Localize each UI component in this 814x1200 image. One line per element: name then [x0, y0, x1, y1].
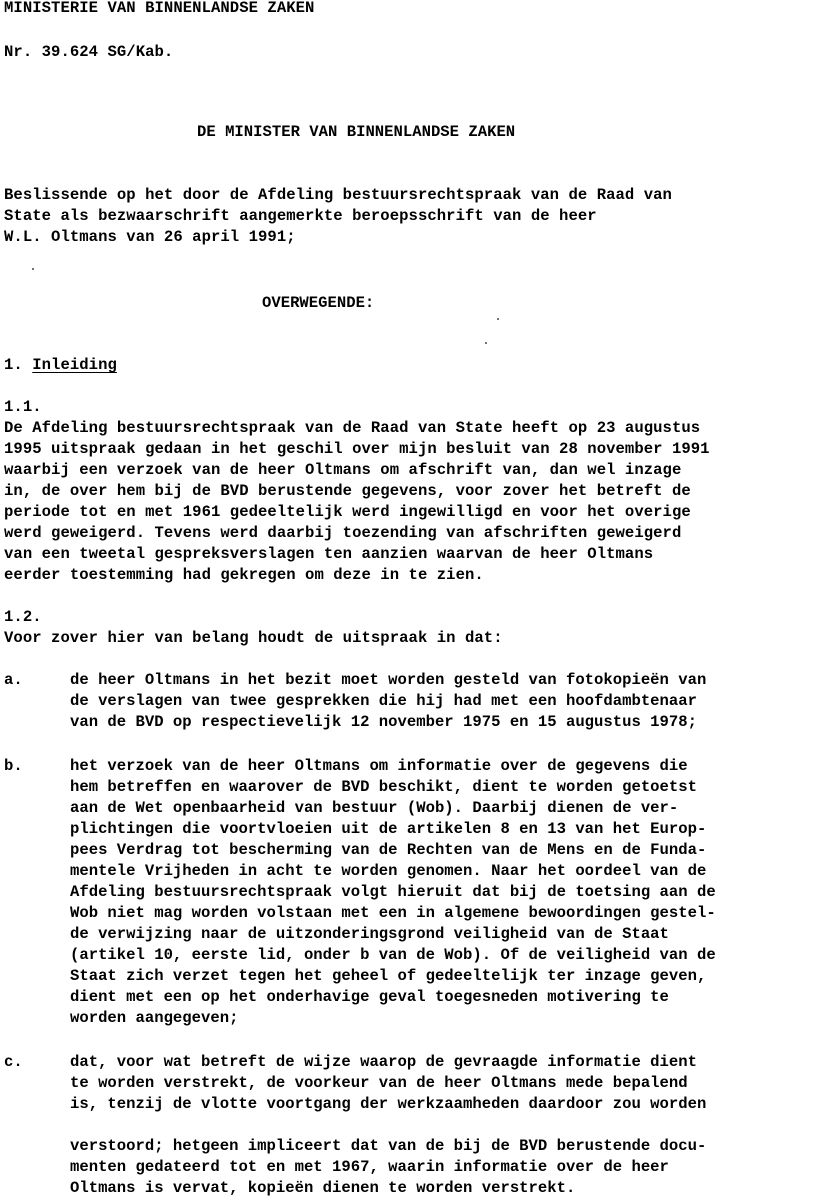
list-item-line: worden aangegeven; [70, 1009, 239, 1027]
paragraph-line: eerder toestemming had gekregen om deze in te zien. [4, 566, 484, 584]
document-title: DE MINISTER VAN BINNENLANDSE ZAKEN [197, 123, 516, 141]
list-item-line: het verzoek van de heer Oltmans om informatie over de gegevens die [70, 757, 688, 775]
list-item-line: plichtingen die voortvloeien uit de artikelen 8 en 13 van het Europ- [70, 820, 707, 838]
list-item-line: pees Verdrag tot bescherming van de Rechten van de Mens en de Funda- [70, 841, 707, 859]
list-item-line: Oltmans is vervat, kopieën dienen te worden verstrekt. [70, 1179, 576, 1197]
intro-line: Beslissende op het door de Afdeling bestuursrechtspraak van de Raad van [4, 186, 672, 204]
list-item-letter: c. [4, 1053, 23, 1071]
paragraph-line: Voor zover hier van belang houdt de uitspraak in dat: [4, 629, 503, 647]
paragraph-line: werd geweigerd. Tevens werd daarbij toezending van afschriften geweigerd [4, 524, 682, 542]
list-item-line: aan de Wet openbaarheid van bestuur (Wob). Daarbij dienen de ver- [70, 799, 679, 817]
section-number: 1. [4, 356, 33, 374]
paragraph-line: waarbij een verzoek van de heer Oltmans om afschrift van, dan wel inzage [4, 461, 682, 479]
list-item-line: Afdeling bestuursrechtspraak volgt hieruit dat bij de toetsing aan de [70, 883, 716, 901]
list-item-line: dat, voor wat betreft de wijze waarop de gevraagde informatie dient [70, 1053, 697, 1071]
section-title: Inleiding [32, 356, 117, 374]
list-item-line: verstoord; hetgeen impliceert dat van de bij de BVD berustende docu- [70, 1137, 707, 1155]
list-item-line: de verwijzing naar de uitzonderingsgrond veiligheid van de Staat [70, 925, 669, 943]
scan-speck [485, 342, 487, 344]
list-item-line: mentele Vrijheden in acht te worden genomen. Naar het oordeel van de [70, 862, 707, 880]
paragraph-number: 1.2. [4, 608, 42, 626]
paragraph-line: van een tweetal gespreksverslagen ten aanzien waarvan de heer Oltmans [4, 545, 654, 563]
scan-speck [32, 268, 34, 270]
list-item-line: hem betreffen en waarover de BVD beschikt, dient te worden getoetst [70, 778, 697, 796]
paragraph-line: 1995 uitspraak gedaan in het geschil over mijn besluit van 28 november 1991 [4, 440, 710, 458]
scan-speck [497, 318, 499, 320]
list-item-letter: b. [4, 757, 23, 775]
list-item-line: menten gedateerd tot en met 1967, waarin informatie over de heer [70, 1158, 669, 1176]
ministry-header: MINISTERIE VAN BINNENLANDSE ZAKEN [4, 0, 315, 17]
intro-line: State als bezwaarschrift aangemerkte beroepsschrift van de heer [4, 207, 597, 225]
list-item-line: Staat zich verzet tegen het geheel of gedeeltelijk ter inzage geven, [70, 967, 707, 985]
paragraph-line: periode tot en met 1961 gedeeltelijk werd ingewilligd en voor het overige [4, 503, 691, 521]
paragraph-line: in, de over hem bij de BVD berustende gegevens, voor zover het betreft de [4, 482, 691, 500]
intro-line: W.L. Oltmans van 26 april 1991; [4, 228, 296, 246]
list-item-line: is, tenzij de vlotte voortgang der werkzaamheden daardoor zou worden [70, 1095, 707, 1113]
list-item-line: dient met een op het onderhavige geval toegesneden motivering te [70, 988, 669, 1006]
list-item-line: te worden verstrekt, de voorkeur van de heer Oltmans mede bepalend [70, 1074, 688, 1092]
list-item-line: de heer Oltmans in het bezit moet worden gesteld van fotokopieën van [70, 671, 707, 689]
list-item-line: Wob niet mag worden volstaan met een in algemene bewoordingen gestel- [70, 904, 716, 922]
list-item-line: van de BVD op respectievelijk 12 november 1975 en 15 augustus 1978; [70, 713, 697, 731]
paragraph-number: 1.1. [4, 398, 42, 416]
considering-heading: OVERWEGENDE: [262, 294, 375, 312]
list-item-line: (artikel 10, eerste lid, onder b van de Wob). Of de veiligheid van de [70, 946, 716, 964]
reference-number: Nr. 39.624 SG/Kab. [4, 43, 174, 61]
list-item-line: de verslagen van twee gesprekken die hij had met een hoofdambtenaar [70, 692, 697, 710]
section-heading [4, 355, 117, 376]
list-item-letter: a. [4, 671, 23, 689]
paragraph-line: De Afdeling bestuursrechtspraak van de Raad van State heeft op 23 augustus [4, 419, 701, 437]
